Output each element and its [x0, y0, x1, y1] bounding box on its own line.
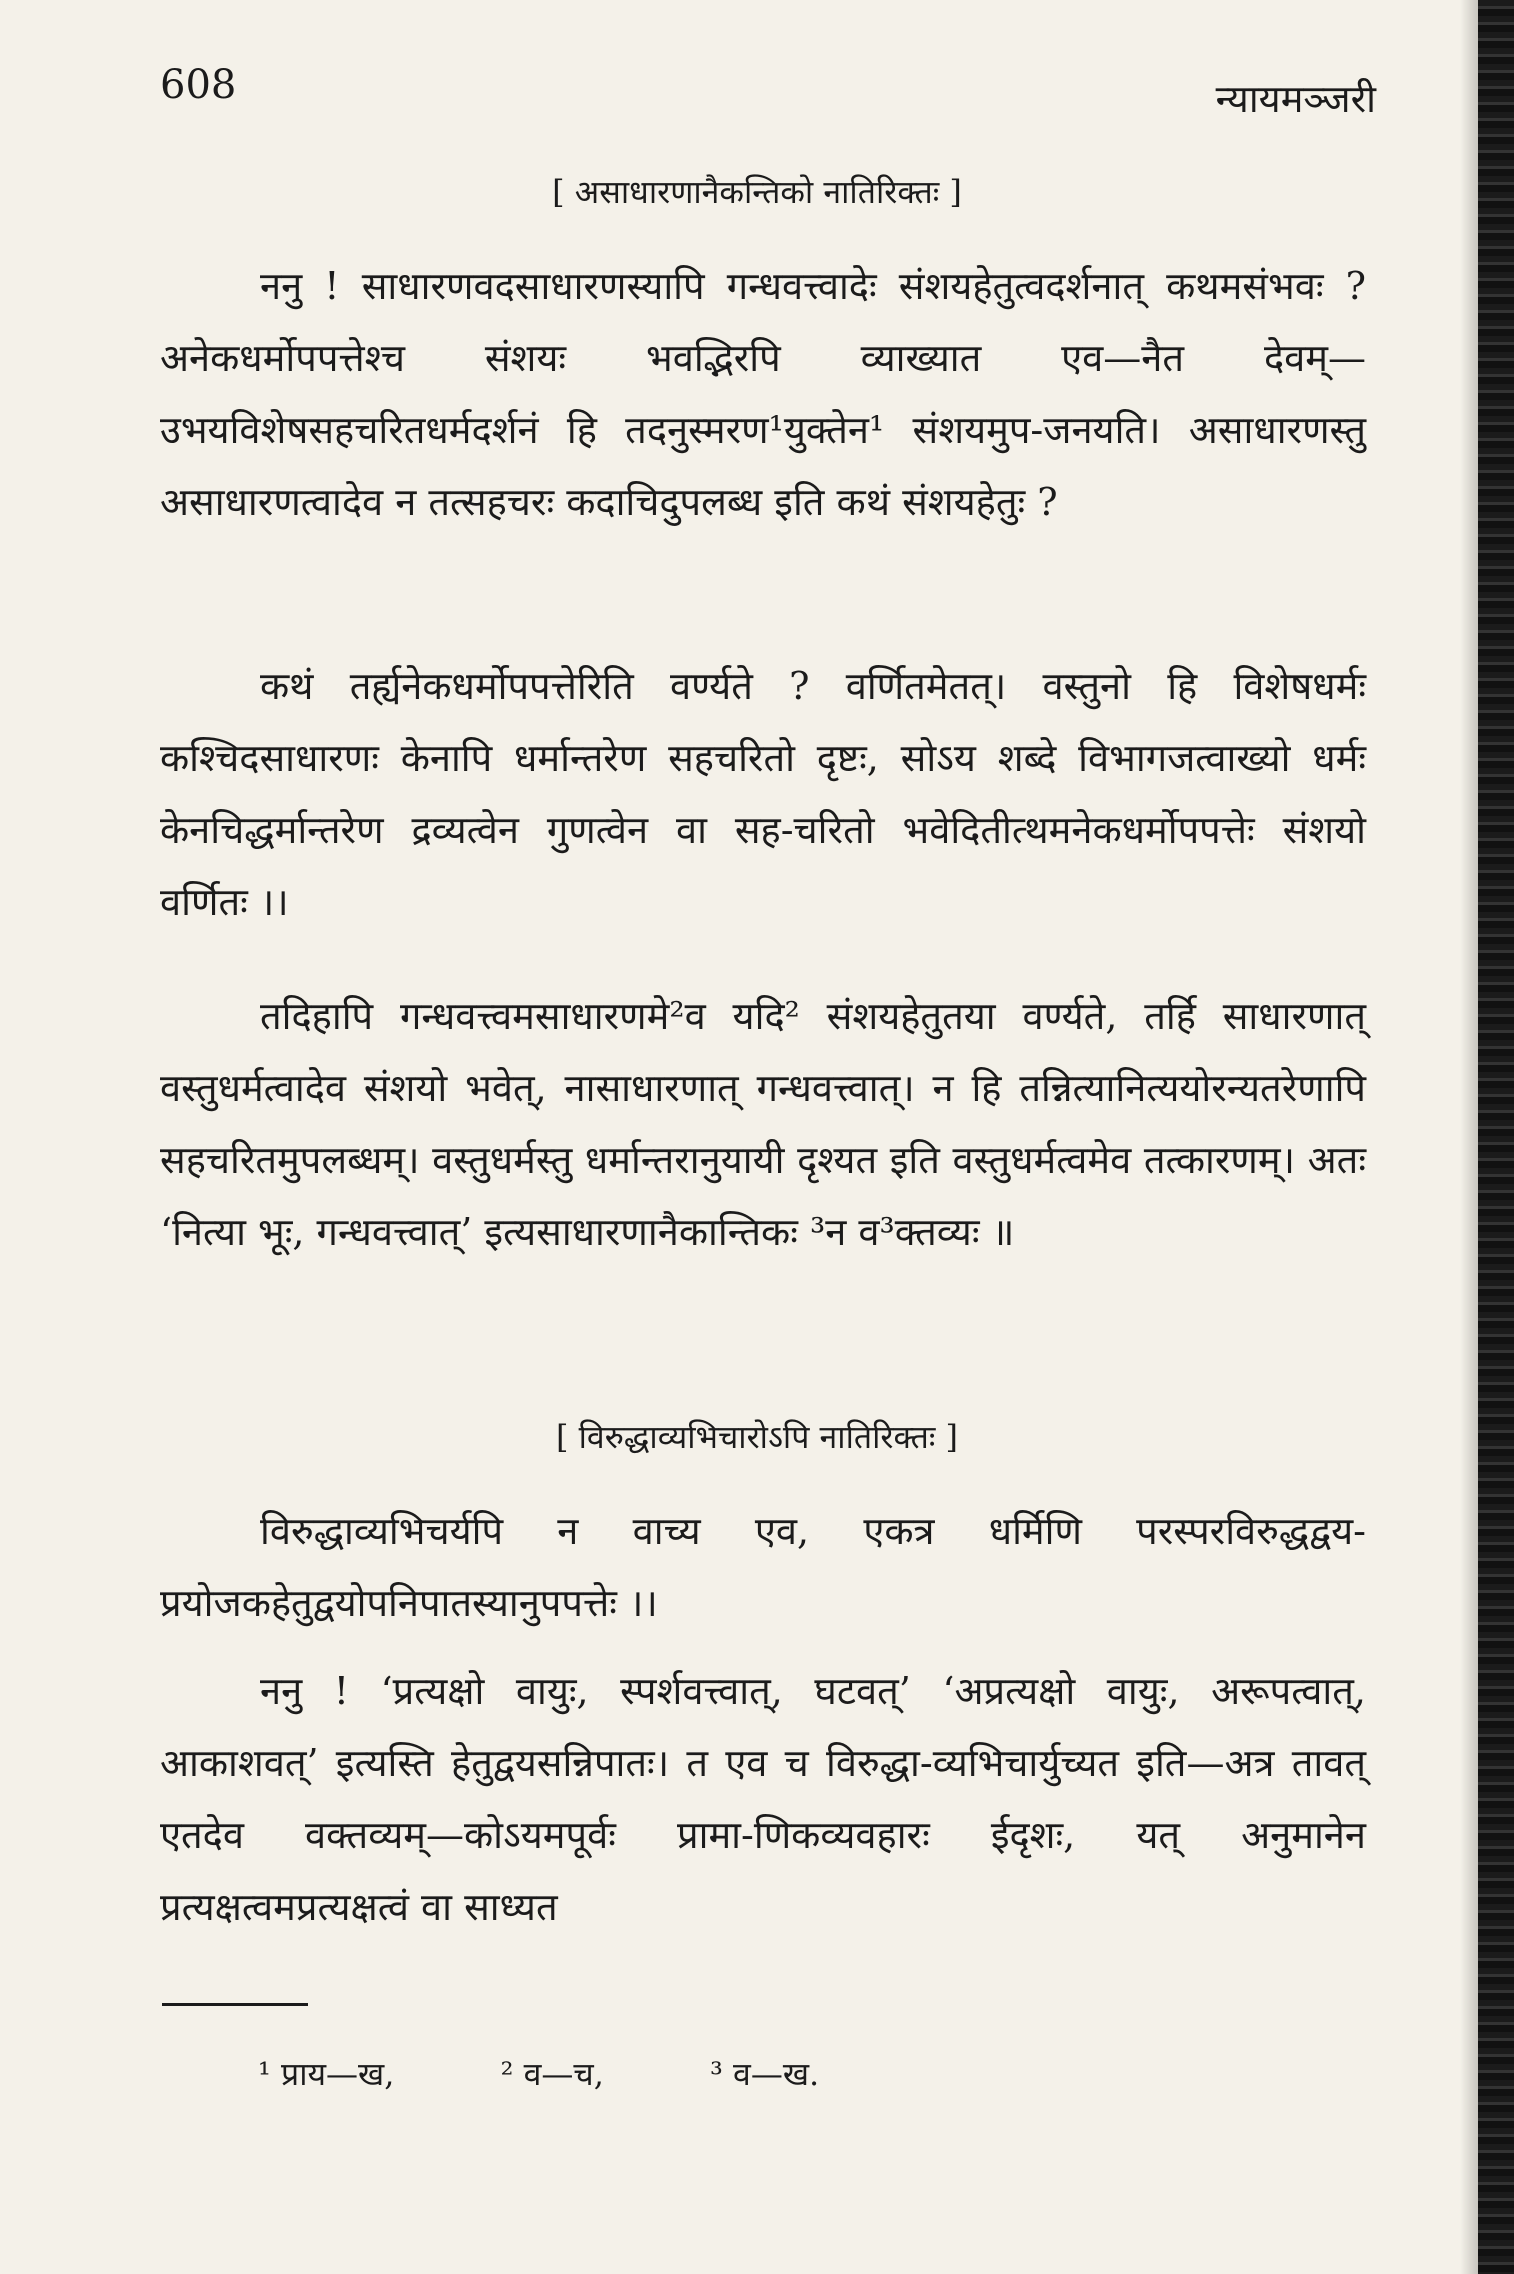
- footnote: ² व—च,: [500, 2055, 604, 2093]
- footnote: ³ व—ख.: [710, 2055, 820, 2093]
- section-heading: [ विरुद्धाव्यभिचारोऽपि नातिरिक्तः ]: [555, 1418, 959, 1456]
- section-heading: [ असाधारणानैकन्तिको नातिरिक्तः ]: [552, 173, 962, 211]
- footnote-rule: [162, 2003, 308, 2006]
- paragraph: कथं तर्ह्यनेकधर्मोपपत्तेरिति वर्ण्यते ? वर्णितमेतत्। वस्तुनो हि विशेषधर्मः कश्चिदसाधारणः केनापि धर्मान्तरेण सहचरितो दृष्टः, सोऽय शब्दे विभागजत्वाख्यो धर्मः केनचिद्धर्मान्तरेण द्रव्यत्वेन गुणत्वेन वा सह-चरितो भवेदितीत्थमनेकधर्मोपपत्तेः संशयो वर्णितः ।।: [160, 664, 1366, 924]
- page-number: 608: [160, 62, 237, 108]
- binding-shadow: [1460, 0, 1478, 2274]
- paragraph: ननु ! साधारणवदसाधारणस्यापि गन्धवत्त्वादेः संशयहेतुत्वदर्शनात् कथमसंभवः ? अनेकधर्मोपपत्तेश्च संशयः भवद्भिरपि व्याख्यात एव—नैत देवम्—उभयविशेषसहचरितधर्मदर्शनं हि तदनुस्मरण¹युक्तेन¹ संशयमुप-जनयति। असाधारणस्तु असाधारणत्वादेव न तत्सहचरः कदाचिदुपलब्ध इति कथं संशयहेतुः ?: [160, 264, 1366, 524]
- footnote: ¹ प्राय—ख,: [258, 2055, 395, 2093]
- footnotes: [258, 2052, 915, 2095]
- paragraph: विरुद्धाव्यभिचर्यपि न वाच्य एव, एकत्र धर्मिणि परस्परविरुद्धद्वय-प्रयोजकहेतुद्वयोपनिपातस्यानुपपत्तेः ।।: [160, 1509, 1366, 1625]
- running-title: न्यायमञ्जरी: [1215, 77, 1376, 121]
- paragraph: ननु ! ‘प्रत्यक्षो वायुः, स्पर्शवत्त्वात्, घटवत्’ ‘अप्रत्यक्षो वायुः, अरूपत्वात्, आकाशवत्’ इत्यस्ति हेतुद्वयसन्निपातः। त एव च विरुद्धा-व्यभिचार्युच्यत इति—अत्र तावत् एतदेव वक्तव्यम्—कोऽयमपूर्वः प्रामा-णिकव्यवहारः ईदृशः, यत् अनुमानेन प्रत्यक्षत्वमप्रत्यक्षत्वं वा साध्यत: [160, 1669, 1366, 1929]
- page-edge: [1478, 0, 1514, 2274]
- paragraph: तदिहापि गन्धवत्त्वमसाधारणमे²व यदि² संशयहेतुतया वर्ण्यते, तर्हि साधारणात् वस्तुधर्मत्वादेव संशयो भवेत्, नासाधारणात् गन्धवत्त्वात्। न हि तन्नित्यानित्ययोरन्यतरेणापि सहचरितमुपलब्धम्। वस्तुधर्मस्तु धर्मान्तरानुयायी दृश्यत इति वस्तुधर्मत्वमेव तत्कारणम्। अतः ‘नित्या भूः, गन्धवत्त्वात्’ इत्यसाधारणानैकान्तिकः ³न व³क्तव्यः ॥: [160, 994, 1366, 1254]
